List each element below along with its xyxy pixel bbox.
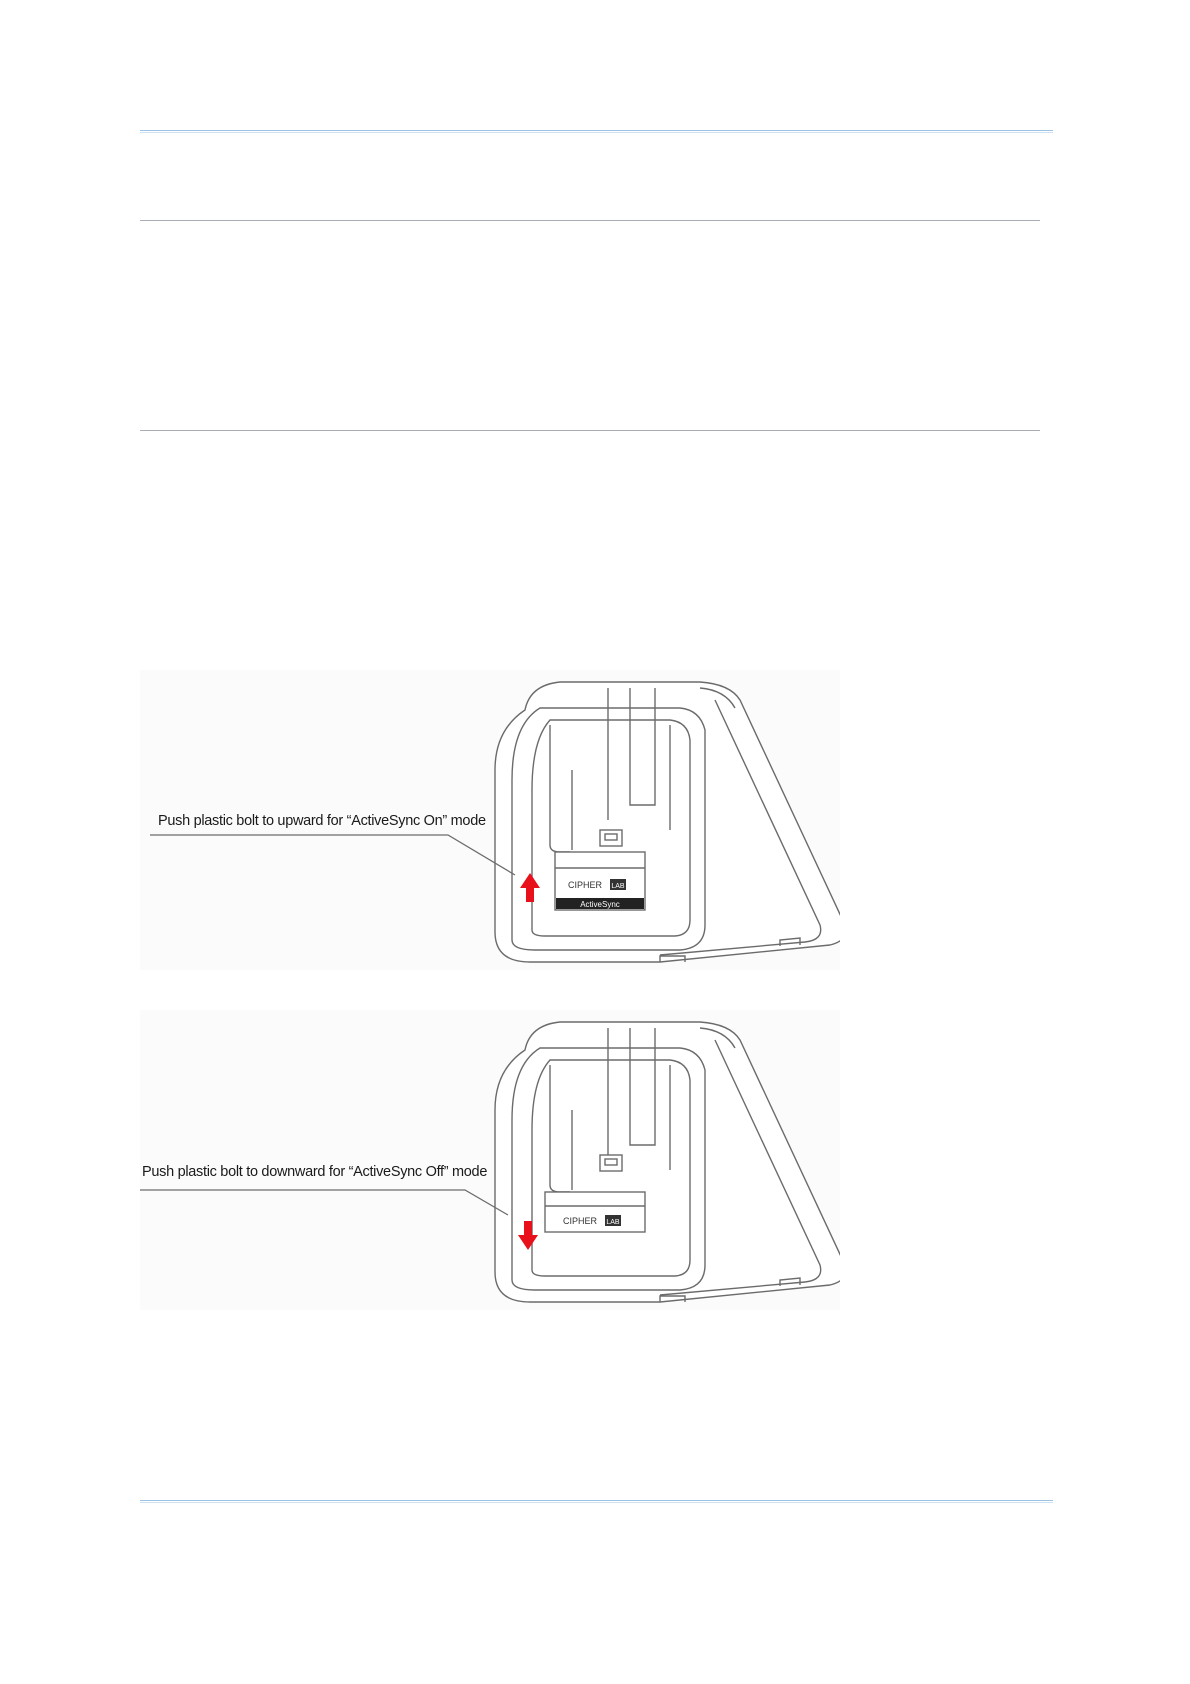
cipherlab-logo: CIPHER bbox=[562, 1216, 598, 1226]
callout-leader-line bbox=[150, 835, 515, 875]
callout-activesync-off: Push plastic bolt to downward for “ActiveSync Off” mode bbox=[142, 1164, 488, 1180]
section-divider-bottom bbox=[140, 430, 1040, 431]
callout-activesync-on: Push plastic bolt to upward for “ActiveSync On” mode bbox=[158, 813, 486, 829]
svg-text:LAB: LAB bbox=[606, 1219, 620, 1226]
footer-rule bbox=[140, 1500, 1053, 1503]
cradle-figure-activesync-off bbox=[140, 1010, 840, 1310]
callout-leader-line bbox=[140, 1190, 508, 1215]
section-divider-top bbox=[140, 220, 1040, 221]
cipherlab-logo: CIPHER bbox=[567, 880, 603, 890]
header-rule bbox=[140, 130, 1053, 133]
svg-text:LAB: LAB bbox=[611, 883, 625, 890]
cradle-illustration bbox=[140, 1010, 840, 1310]
switch-label: ActiveSync bbox=[580, 900, 620, 909]
